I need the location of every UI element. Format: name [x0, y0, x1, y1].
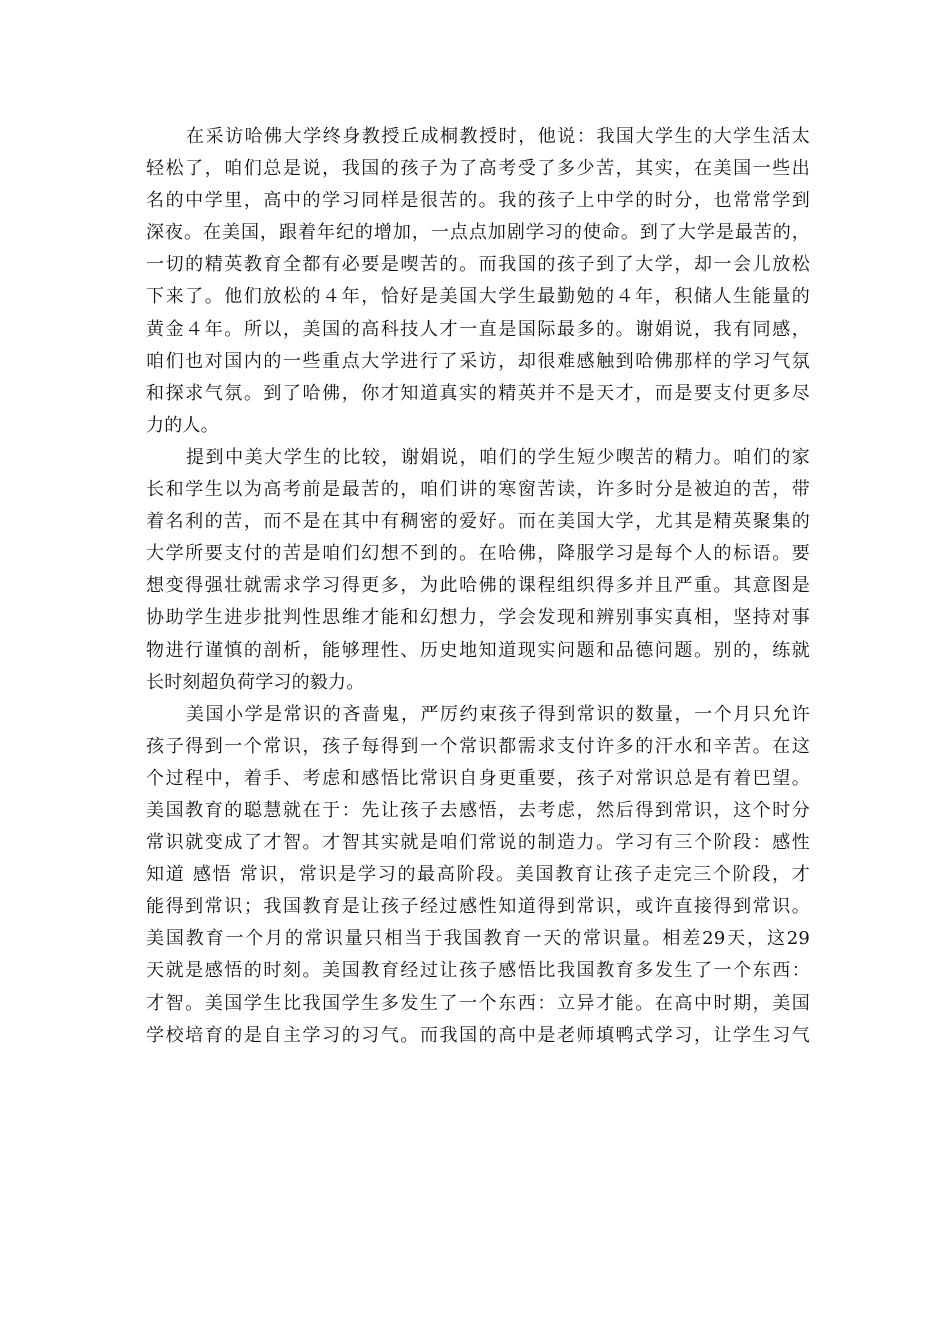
text-line: 协助学生进步批判性思维才能和幻想力，学会发现和辨别事实真相，坚持对事 — [146, 607, 810, 629]
text-line: 和探求气氛。到了哈佛，你才知道真实的精英并不是天才，而是要支付更多尽 — [146, 382, 810, 404]
text-line: 知道 感悟 常识，常识是学习的最高阶段。美国教育让孩子走完三个阶段，才 — [146, 864, 810, 886]
text-line: 提到中美大学生的比较，谢娟说，咱们的学生短少喫苦的精力。咱们的家 — [186, 446, 810, 468]
text-line: 大学所要支付的苦是咱们幻想不到的。在哈佛，降服学习是每个人的标语。要 — [146, 543, 810, 565]
text-line: 长和学生以为高考前是最苦的，咱们讲的寒窗苦读，许多时分是被迫的苦，带 — [146, 479, 810, 501]
text-line: 轻松了，咱们总是说，我国的孩子为了高考受了多少苦，其实，在美国一些出 — [146, 158, 810, 180]
text-line: 想变得强壮就需求学习得更多，为此哈佛的课程组织得多并且严重。其意图是 — [146, 575, 810, 597]
text-line: 长时刻超负荷学习的毅力。 — [146, 671, 365, 693]
text-line: 黄金４年。所以，美国的高科技人才一直是国际最多的。谢娟说，我有同感， — [146, 318, 810, 340]
text-line: 深夜。在美国，跟着年纪的增加，一点点加剧学习的使命。到了大学是最苦的， — [146, 222, 810, 244]
text-line: 美国小学是常识的吝啬鬼，严厉约束孩子得到常识的数量，一个月只允许 — [186, 703, 810, 725]
text-line: 个过程中，着手、考虑和感悟比常识自身更重要，孩子对常识总是有着巴望。 — [146, 767, 810, 789]
text-line: 常识就变成了才智。才智其实就是咱们常说的制造力。学习有三个阶段：感性 — [146, 832, 810, 854]
text-line: 能得到常识；我国教育是让孩子经过感性知道得到常识，或许直接得到常识。 — [146, 896, 810, 918]
text-line: 天就是感悟的时刻。美国教育经过让孩子感悟比我国教育多发生了一个东西： — [146, 960, 810, 982]
text-line: 学校培育的是自主学习的习气。而我国的高中是老师填鸭式学习，让学生习气 — [146, 1024, 810, 1046]
text-line: 美国教育的聪慧就在于：先让孩子去感悟，去考虑，然后得到常识，这个时分 — [146, 799, 810, 821]
document-body — [146, 121, 810, 1052]
text-line: 物进行谨慎的剖析，能够理性、历史地知道现实问题和品德问题。别的，练就 — [146, 639, 810, 661]
text-line: 咱们也对国内的一些重点大学进行了采访，却很难感触到哈佛那样的学习气氛 — [146, 350, 810, 372]
text-line: 一切的精英教育全都有必要是喫苦的。而我国的孩子到了大学，却一会儿放松 — [146, 254, 810, 276]
text-line: 下来了。他们放松的４年，恰好是美国大学生最勤勉的４年，积储人生能量的 — [146, 286, 810, 308]
text-line: 才智。美国学生比我国学生多发生了一个东西：立异才能。在高中时期，美国 — [146, 992, 810, 1014]
text-line: 美国教育一个月的常识量只相当于我国教育一天的常识量。相差29天，这29 — [146, 928, 810, 950]
text-line: 着名利的苦，而不是在其中有稠密的爱好。而在美国大学，尤其是精英聚集的 — [146, 511, 810, 533]
text-line: 力的人。 — [146, 414, 219, 436]
text-line: 名的中学里，高中的学习同样是很苦的。我的孩子上中学的时分，也常常学到 — [146, 190, 810, 212]
text-line: 孩子得到一个常识，孩子每得到一个常识都需求支付许多的汗水和辛苦。在这 — [146, 735, 810, 757]
text-line: 在采访哈佛大学终身教授丘成桐教授时，他说：我国大学生的大学生活太 — [186, 126, 810, 147]
